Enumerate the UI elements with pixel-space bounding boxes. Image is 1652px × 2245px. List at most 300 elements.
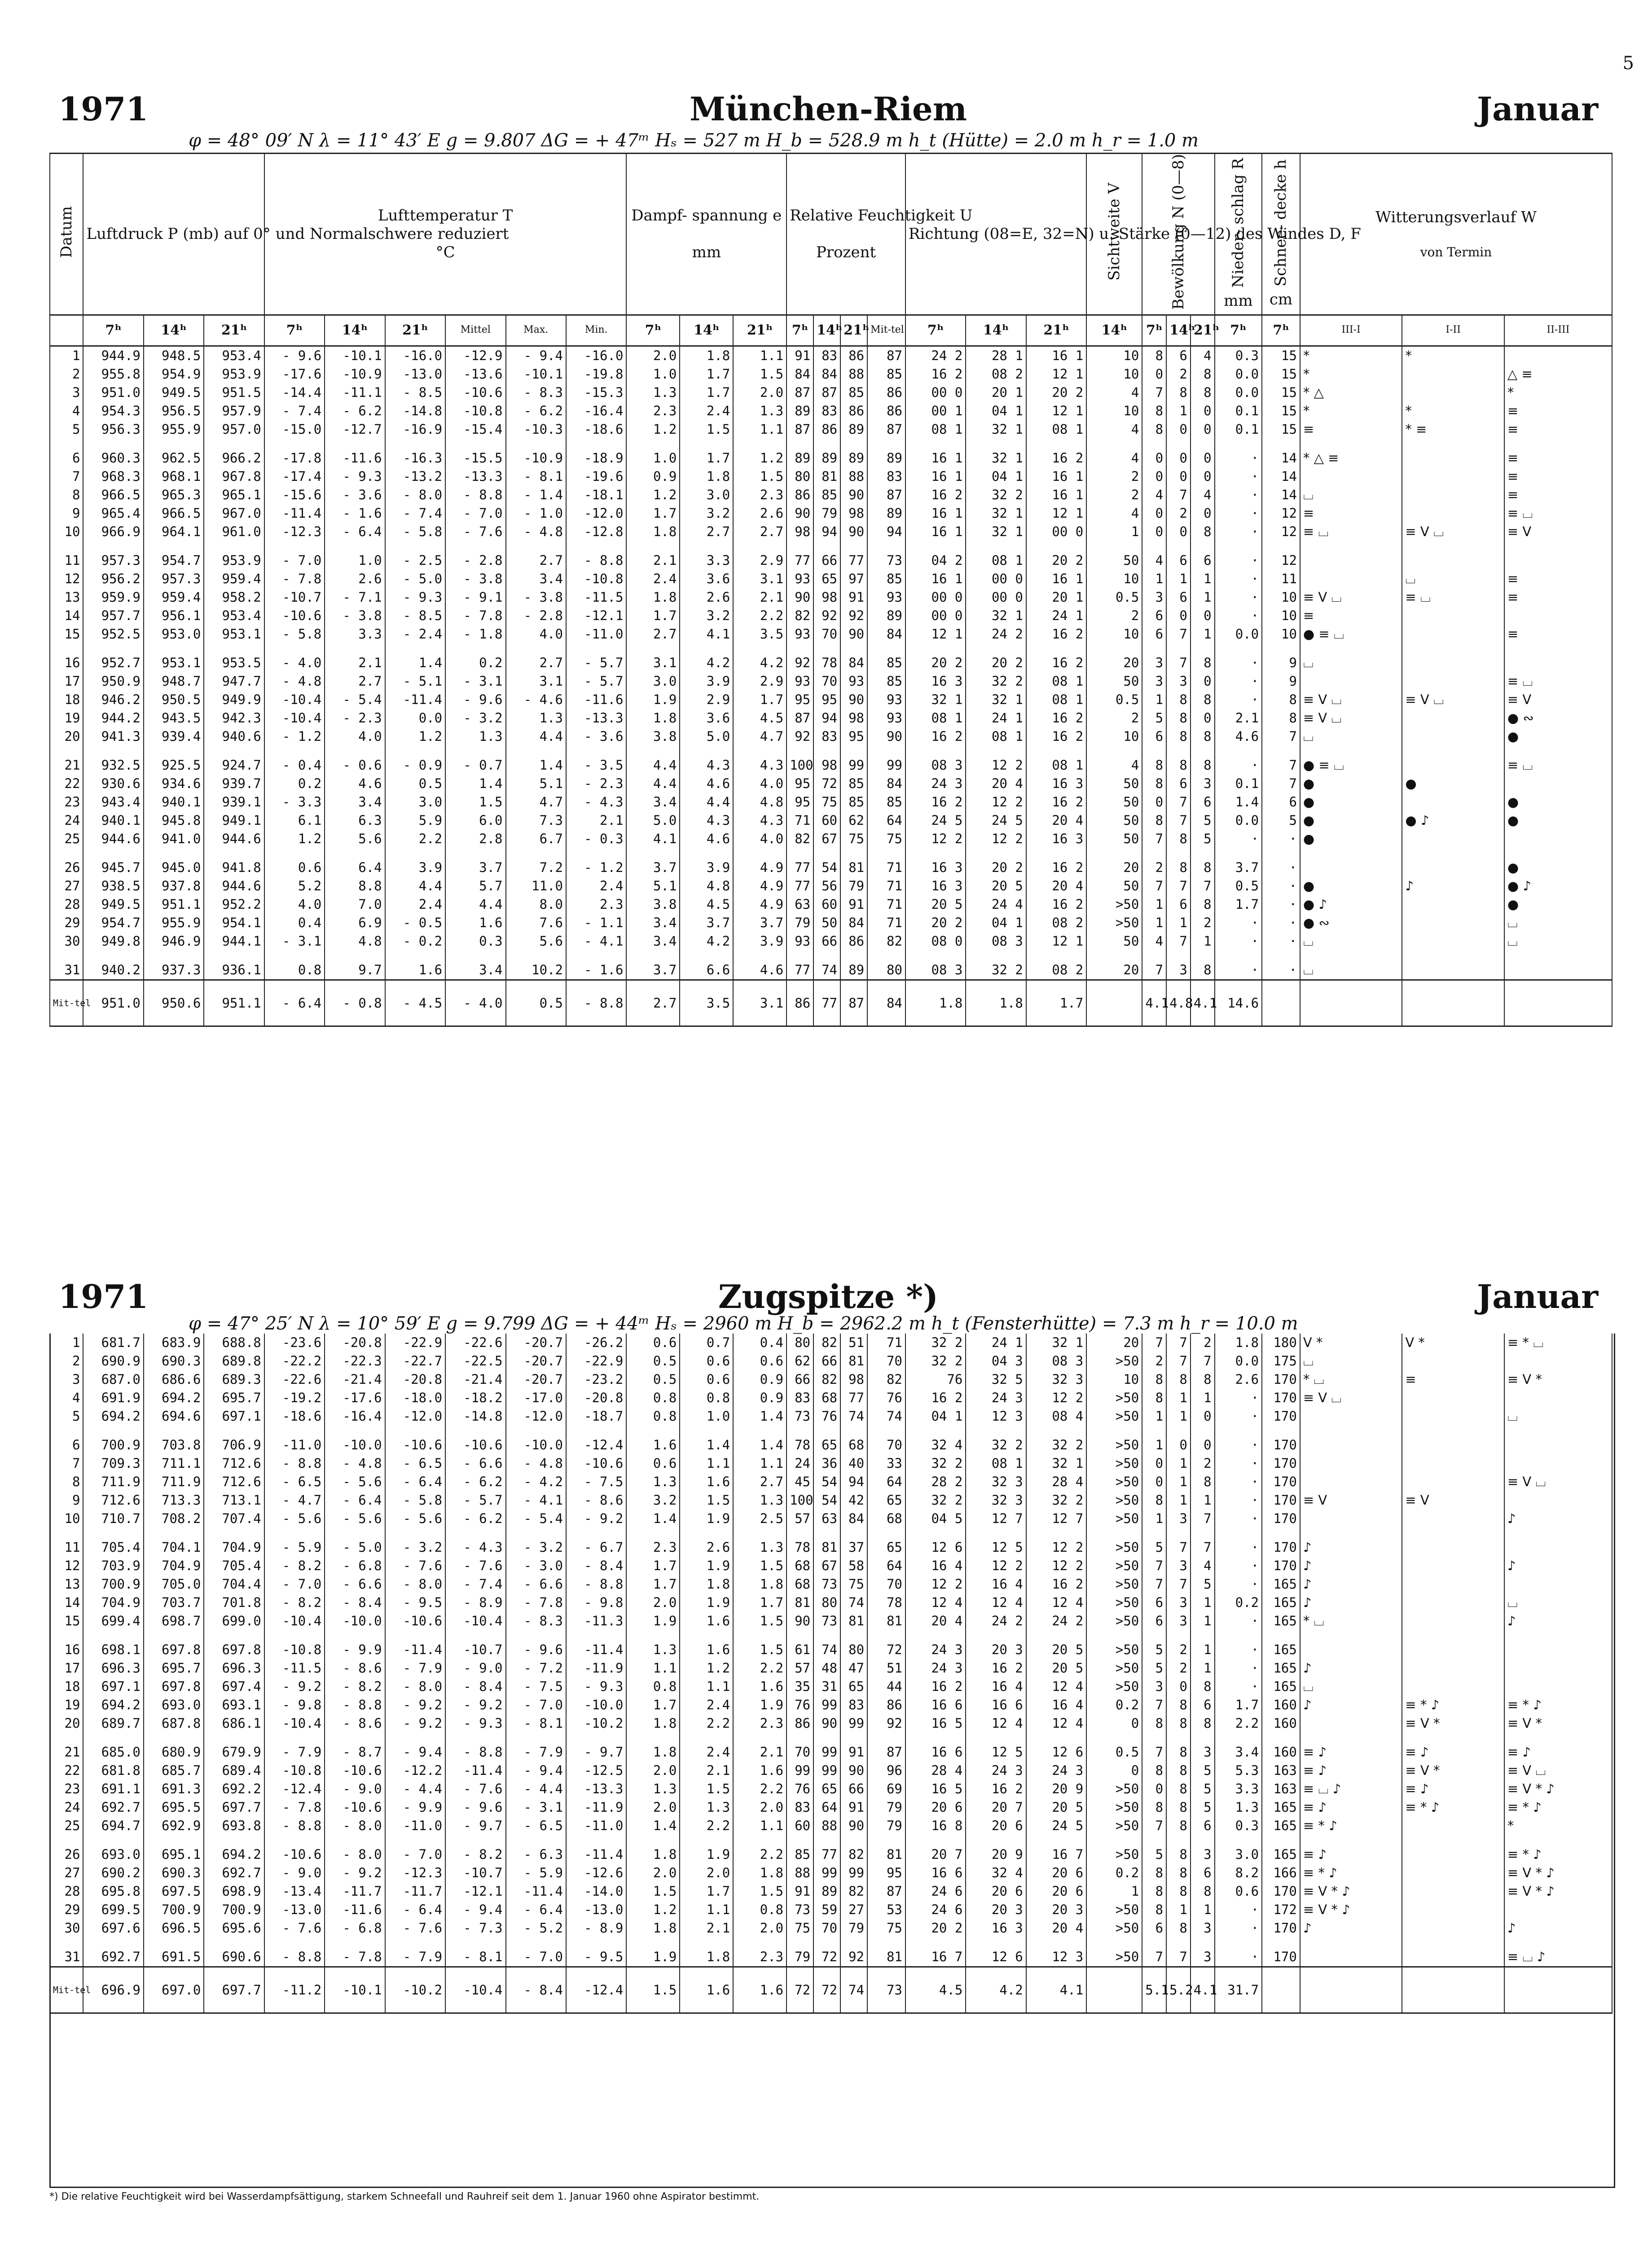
data-cell: 16 3	[905, 672, 966, 691]
data-cell: 954.1	[204, 914, 264, 932]
data-cell	[1300, 672, 1402, 691]
data-cell: 89	[840, 420, 867, 439]
data-cell: 72	[867, 1631, 905, 1660]
data-cell: 50	[813, 914, 840, 932]
mean-cell: 1.5	[626, 1967, 680, 2013]
data-cell: 1.3	[733, 1491, 786, 1510]
data-cell: 98	[840, 1370, 867, 1389]
data-cell: 65	[840, 1677, 867, 1696]
data-cell: - 8.4	[325, 1594, 385, 1612]
data-cell: 691.9	[83, 1389, 143, 1407]
data-cell: - 5.8	[385, 523, 445, 541]
data-cell: 88	[840, 365, 867, 383]
data-cell: - 8.5	[385, 607, 445, 625]
data-cell: 932.5	[83, 746, 143, 775]
data-cell	[1402, 848, 1504, 877]
data-cell: 65	[813, 1426, 840, 1455]
data-cell: 08 1	[966, 541, 1026, 570]
data-cell: 6	[1191, 793, 1215, 811]
data-cell: - 0.6	[325, 746, 385, 775]
subheader-cell: 21ʰ	[385, 315, 445, 346]
data-cell: ≡ ⌴ ♪	[1504, 1938, 1612, 1967]
data-cell: 3.8	[626, 895, 680, 914]
day-cell: 3	[50, 1370, 83, 1389]
table-row	[50, 541, 1612, 570]
data-cell: 00 0	[966, 570, 1026, 588]
data-cell: 86	[867, 1696, 905, 1714]
data-cell: 100	[786, 746, 813, 775]
data-cell: ≡	[1504, 588, 1612, 607]
data-cell: -11.4	[385, 691, 445, 709]
data-cell: -12.0	[566, 504, 626, 523]
data-cell: -11.6	[325, 439, 385, 467]
data-cell: 28 4	[905, 1761, 966, 1780]
data-cell: 680.9	[144, 1733, 204, 1762]
data-cell: >50	[1086, 1938, 1142, 1967]
data-cell: 7	[1262, 727, 1300, 746]
data-cell: 2.4	[680, 1733, 733, 1762]
data-cell: 87	[867, 420, 905, 439]
data-cell: -22.5	[445, 1352, 505, 1370]
data-cell: 75	[786, 1919, 813, 1938]
data-cell: 72	[813, 775, 840, 793]
data-cell: -11.9	[566, 1798, 626, 1817]
data-cell: 85	[813, 486, 840, 504]
table-row	[50, 643, 1612, 672]
data-cell: 20 7	[905, 1836, 966, 1864]
data-cell: - 5.6	[264, 1510, 325, 1528]
data-cell: ● ≡ ⌴	[1300, 625, 1402, 644]
data-cell: - 9.7	[445, 1817, 505, 1836]
data-cell: 1	[1166, 1389, 1191, 1407]
mean-cell: 3.5	[680, 980, 733, 1026]
data-cell: 8	[1142, 811, 1166, 830]
data-cell: 8	[1166, 709, 1191, 727]
data-cell: 8	[1166, 1817, 1191, 1836]
data-cell: 70	[813, 672, 840, 691]
data-cell: 10	[1262, 588, 1300, 607]
col-visibility: Sichtweite V	[1086, 154, 1142, 315]
data-cell: - 9.2	[325, 1864, 385, 1882]
table-row	[50, 914, 1612, 932]
data-cell: 0.3	[1215, 346, 1262, 365]
data-cell: 65	[867, 1528, 905, 1557]
data-cell: 2.4	[385, 895, 445, 914]
data-cell: 32 1	[966, 420, 1026, 439]
data-cell: 59	[813, 1901, 840, 1919]
data-cell: 1	[1191, 570, 1215, 588]
data-cell: 93	[867, 691, 905, 709]
data-cell: ≡ V * ♪	[1300, 1901, 1402, 1919]
data-cell	[1504, 951, 1612, 980]
data-cell: 12	[1262, 541, 1300, 570]
data-cell: 695.7	[144, 1659, 204, 1677]
data-cell: 89	[813, 1882, 840, 1901]
day-cell: 29	[50, 914, 83, 932]
data-cell: 8	[1142, 1370, 1166, 1389]
data-cell: 3.7	[733, 914, 786, 932]
data-cell: 3.7	[626, 951, 680, 980]
data-cell: - 6.2	[445, 1473, 505, 1491]
data-cell: 1.6	[445, 914, 505, 932]
data-cell: 99	[786, 1761, 813, 1780]
data-cell: -12.2	[385, 1761, 445, 1780]
data-cell: - 8.0	[325, 1836, 385, 1864]
data-cell: - 9.2	[566, 1510, 626, 1528]
data-cell: 8	[1166, 1780, 1191, 1798]
data-cell: 3	[1166, 1557, 1191, 1575]
data-cell: ●	[1504, 895, 1612, 914]
data-cell: 691.3	[144, 1780, 204, 1798]
data-cell: 0.5	[1215, 877, 1262, 895]
data-cell: 3	[1142, 672, 1166, 691]
day-cell: 10	[50, 1510, 83, 1528]
data-cell: 954.3	[83, 402, 143, 420]
data-cell: 1.5	[733, 467, 786, 486]
data-cell: 93	[786, 570, 813, 588]
data-cell: 24 3	[905, 775, 966, 793]
subheader-cell: 7ʰ	[905, 315, 966, 346]
data-cell: - 8.8	[445, 1733, 505, 1762]
month: Januar	[1477, 1277, 1598, 1316]
station-name: Zugspitze *)	[718, 1277, 939, 1316]
day-cell: 15	[50, 1612, 83, 1631]
data-cell: 2	[1166, 504, 1191, 523]
data-cell: 2.0	[626, 346, 680, 365]
data-cell: 81	[786, 1594, 813, 1612]
data-cell: 3	[1166, 951, 1191, 980]
data-cell: 12 2	[1026, 1557, 1086, 1575]
data-cell: 78	[786, 1426, 813, 1455]
data-cell: 16 6	[905, 1696, 966, 1714]
data-cell: 2.1	[626, 541, 680, 570]
data-cell: 165	[1262, 1594, 1300, 1612]
data-cell: 65	[813, 570, 840, 588]
data-cell: 694.7	[83, 1817, 143, 1836]
data-cell: 694.2	[83, 1407, 143, 1426]
data-cell: 689.4	[204, 1761, 264, 1780]
data-cell: 91	[840, 588, 867, 607]
data-cell: ≡ V *	[1402, 1761, 1504, 1780]
data-cell: 7	[1191, 877, 1215, 895]
data-cell: 1	[1142, 914, 1166, 932]
data-cell: 12 4	[1026, 1594, 1086, 1612]
data-cell: 4	[1086, 383, 1142, 402]
data-cell: 5	[1191, 1798, 1215, 1817]
data-cell: 16 1	[1026, 346, 1086, 365]
data-cell: 700.9	[83, 1426, 143, 1455]
subheader-cell: 21ʰ	[1026, 315, 1086, 346]
data-cell: -17.6	[264, 365, 325, 383]
data-cell: 694.2	[204, 1836, 264, 1864]
data-cell: 0	[1142, 365, 1166, 383]
data-cell: 954.9	[144, 365, 204, 383]
data-cell: 699.0	[204, 1612, 264, 1631]
data-cell: 20 1	[1026, 588, 1086, 607]
data-cell: 79	[786, 1938, 813, 1967]
data-cell: 949.8	[83, 932, 143, 951]
data-cell: 1.2	[626, 1901, 680, 1919]
data-cell: 16 2	[905, 727, 966, 746]
table-row	[50, 439, 1612, 467]
data-cell: 4	[1086, 504, 1142, 523]
data-cell: 04 3	[966, 1352, 1026, 1370]
data-cell: 3.8	[626, 727, 680, 746]
data-cell: -13.0	[385, 365, 445, 383]
data-cell: 73	[786, 1901, 813, 1919]
data-cell: 1.1	[626, 1659, 680, 1677]
data-cell: 5.6	[325, 830, 385, 849]
data-cell: 955.9	[144, 914, 204, 932]
data-cell: 1	[1166, 1491, 1191, 1510]
data-cell: >50	[1086, 1677, 1142, 1696]
data-cell: △ ≡	[1504, 365, 1612, 383]
table-row	[50, 709, 1612, 727]
data-cell: 1.0	[626, 365, 680, 383]
data-cell: 99	[813, 1733, 840, 1762]
data-cell: 1.9	[680, 1836, 733, 1864]
data-cell: 85	[840, 383, 867, 402]
data-cell: 24 2	[966, 1612, 1026, 1631]
data-cell: 14	[1262, 439, 1300, 467]
data-cell: 84	[867, 775, 905, 793]
subheader-cell: 21ʰ	[204, 315, 264, 346]
data-cell: 87	[786, 420, 813, 439]
table-row	[50, 523, 1612, 541]
data-cell: 15	[1262, 383, 1300, 402]
data-cell: 08 1	[1026, 420, 1086, 439]
data-cell: 7.3	[506, 811, 566, 830]
data-cell: -10.3	[506, 420, 566, 439]
data-cell: 1.7	[733, 1594, 786, 1612]
data-cell: - 3.5	[566, 746, 626, 775]
table-row	[50, 607, 1612, 625]
data-cell: 3.9	[385, 848, 445, 877]
data-cell: ≡ V	[1402, 1491, 1504, 1510]
data-cell: - 0.2	[385, 932, 445, 951]
data-cell: 8	[1142, 402, 1166, 420]
data-cell: 16 1	[905, 570, 966, 588]
data-cell: -15.5	[445, 439, 505, 467]
data-cell: 1.8	[626, 1919, 680, 1938]
data-cell: 1.1	[680, 1677, 733, 1696]
data-cell: -10.6	[566, 1454, 626, 1473]
data-cell: 16 1	[905, 523, 966, 541]
data-cell: 12 2	[905, 1575, 966, 1594]
data-cell: 0	[1166, 467, 1191, 486]
data-cell: - 3.6	[325, 486, 385, 504]
data-cell: 0	[1191, 607, 1215, 625]
data-cell: -22.2	[264, 1352, 325, 1370]
data-cell: 695.8	[83, 1882, 143, 1901]
data-cell: 0	[1142, 1780, 1166, 1798]
data-cell: 4	[1142, 541, 1166, 570]
data-cell: - 8.9	[445, 1594, 505, 1612]
data-cell: 1.8	[680, 346, 733, 365]
mean-cell: 77	[813, 980, 840, 1026]
data-cell: - 3.8	[506, 588, 566, 607]
data-cell: ·	[1262, 914, 1300, 932]
mean-cell	[1262, 980, 1300, 1026]
data-cell: 1.1	[733, 346, 786, 365]
data-cell: 1.5	[733, 365, 786, 383]
data-cell: 04 1	[966, 914, 1026, 932]
data-cell: 2.0	[733, 383, 786, 402]
month: Januar	[1477, 90, 1598, 128]
data-cell: 20 5	[1026, 1631, 1086, 1660]
data-cell: 0.0	[1215, 1352, 1262, 1370]
data-cell: - 6.4	[325, 1491, 385, 1510]
data-cell: 1.4	[385, 643, 445, 672]
data-cell: 0.8	[264, 951, 325, 980]
data-cell: 60	[813, 811, 840, 830]
data-cell: 692.7	[83, 1798, 143, 1817]
data-cell: 8	[1166, 1370, 1191, 1389]
data-cell: -10.6	[445, 1426, 505, 1455]
data-cell: 8	[1142, 1761, 1166, 1780]
data-cell: ≡ * ⌴	[1504, 1334, 1612, 1352]
data-cell: 80	[786, 467, 813, 486]
day-cell: 21	[50, 1733, 83, 1762]
data-cell: ♪	[1300, 1575, 1402, 1594]
data-cell: 3.2	[626, 1491, 680, 1510]
data-cell: ●	[1504, 727, 1612, 746]
mean-cell: -10.2	[385, 1967, 445, 2013]
data-cell: 2.2	[733, 607, 786, 625]
data-cell: ●	[1504, 793, 1612, 811]
data-cell: 16 6	[905, 1733, 966, 1762]
data-cell: 700.9	[144, 1901, 204, 1919]
data-cell: 1.8	[733, 1864, 786, 1882]
data-cell: 4.0	[733, 775, 786, 793]
day-cell: 11	[50, 1528, 83, 1557]
data-cell: 1.9	[733, 1696, 786, 1714]
data-cell: 5	[1142, 1631, 1166, 1660]
mean-cell: 4.1	[1026, 1967, 1086, 2013]
data-cell: 76	[905, 1370, 966, 1389]
data-cell: 8	[1166, 746, 1191, 775]
data-cell: 33	[867, 1454, 905, 1473]
day-cell: 28	[50, 1882, 83, 1901]
data-cell: 3.6	[680, 709, 733, 727]
data-cell: ·	[1215, 914, 1262, 932]
data-cell: -12.3	[385, 1864, 445, 1882]
data-cell: 92	[840, 607, 867, 625]
data-cell: ⌴	[1402, 570, 1504, 588]
data-cell: ● ♪	[1504, 877, 1612, 895]
data-cell: 87	[867, 486, 905, 504]
data-cell: ≡ ⌴ ♪	[1300, 1780, 1402, 1798]
data-cell: 693.8	[204, 1817, 264, 1836]
data-cell: - 5.6	[325, 1473, 385, 1491]
data-cell: ·	[1215, 1612, 1262, 1631]
day-cell: 8	[50, 1473, 83, 1491]
data-cell: - 7.6	[264, 1919, 325, 1938]
data-cell: - 8.8	[264, 1454, 325, 1473]
data-cell	[1402, 643, 1504, 672]
data-cell: - 2.3	[325, 709, 385, 727]
data-cell: 24 1	[966, 1334, 1026, 1352]
data-cell: 20 9	[1026, 1780, 1086, 1798]
data-cell: - 6.4	[385, 1473, 445, 1491]
data-cell: 16 7	[905, 1938, 966, 1967]
data-cell: 165	[1262, 1836, 1300, 1864]
data-cell	[1504, 643, 1612, 672]
data-cell: 955.8	[83, 365, 143, 383]
data-cell: 67	[813, 830, 840, 849]
data-cell: ●	[1300, 775, 1402, 793]
day-cell: 10	[50, 523, 83, 541]
data-cell: 1.7	[626, 1557, 680, 1575]
mean-cell: -11.2	[264, 1967, 325, 2013]
data-cell	[1504, 830, 1612, 849]
data-cell: 87	[867, 346, 905, 365]
data-cell: 700.9	[204, 1901, 264, 1919]
data-cell: - 6.2	[445, 1510, 505, 1528]
data-cell: 70	[867, 1426, 905, 1455]
data-cell: - 0.3	[566, 830, 626, 849]
data-cell: 83	[813, 402, 840, 420]
data-cell: 712.6	[83, 1491, 143, 1510]
data-cell: - 0.9	[385, 746, 445, 775]
mean-cell: 31.7	[1215, 1967, 1262, 2013]
data-cell: 1.8	[680, 467, 733, 486]
data-cell: 62	[840, 811, 867, 830]
data-cell: 82	[813, 1334, 840, 1352]
data-cell: 2	[1191, 1334, 1215, 1352]
col-temperature: Lufttemperatur T °C	[264, 154, 627, 315]
data-cell: 1	[1166, 914, 1191, 932]
data-cell: 1.4	[506, 746, 566, 775]
data-cell: - 7.2	[506, 1659, 566, 1677]
data-cell: 7	[1142, 1575, 1166, 1594]
day-cell: 1	[50, 1334, 83, 1352]
data-cell: ≡	[1504, 625, 1612, 644]
data-cell: 12 2	[966, 746, 1026, 775]
data-cell: 2.4	[626, 570, 680, 588]
data-cell: - 4.7	[264, 1491, 325, 1510]
data-cell: 0.5	[385, 775, 445, 793]
data-cell: 3.3	[1215, 1780, 1262, 1798]
data-cell: 6	[1166, 775, 1191, 793]
data-cell: ●	[1402, 775, 1504, 793]
data-cell: 939.7	[204, 775, 264, 793]
data-cell: 0.4	[733, 1334, 786, 1352]
mean-cell: 74	[840, 1967, 867, 2013]
data-cell: 8	[1166, 1882, 1191, 1901]
data-cell: 85	[867, 643, 905, 672]
mean-cell: - 8.4	[506, 1967, 566, 2013]
data-cell: 4	[1086, 420, 1142, 439]
data-cell: 4.1	[626, 830, 680, 849]
data-cell: -22.6	[264, 1370, 325, 1389]
data-cell: 15	[1262, 420, 1300, 439]
data-cell: 50	[1086, 775, 1142, 793]
data-cell: 2.6	[325, 570, 385, 588]
data-cell: 16 3	[1026, 830, 1086, 849]
data-cell: ≡ V *	[1504, 1714, 1612, 1733]
data-cell: - 8.8	[264, 1938, 325, 1967]
data-cell: 945.7	[83, 848, 143, 877]
col-vapour: Dampf- spannung e mm	[626, 154, 786, 315]
data-cell: 7.0	[325, 895, 385, 914]
data-cell: 0.5	[1086, 691, 1142, 709]
data-cell: 1.7	[626, 1696, 680, 1714]
data-cell: 4.6	[733, 951, 786, 980]
data-cell: 4.3	[680, 746, 733, 775]
data-cell: 712.6	[204, 1454, 264, 1473]
data-cell: 71	[867, 914, 905, 932]
